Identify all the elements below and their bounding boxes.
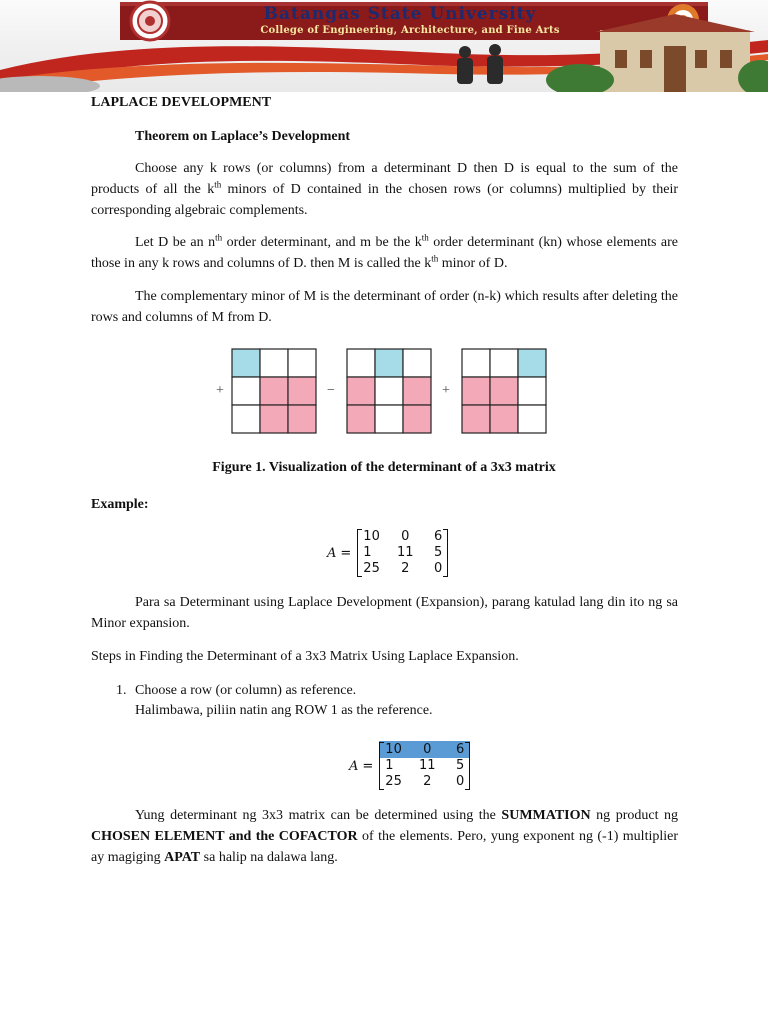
grid-cell [518, 405, 546, 433]
grid-cell [232, 349, 260, 377]
grid-cell [288, 349, 316, 377]
determinant-visualization [200, 345, 560, 441]
plus-sign-2: + [442, 383, 450, 398]
grid-cell [260, 349, 288, 377]
grid-cell [288, 377, 316, 405]
steps-title: Steps in Finding the Determinant of a 3x3 Matrix Using Laplace Expansion. [91, 649, 519, 664]
matrix-cell: 11 [397, 545, 414, 560]
matrix-label: A [327, 545, 337, 561]
matrix-cell: 0 [434, 561, 443, 576]
step-1-example: Halimbawa, piliin natin ang ROW 1 as the reference. [135, 703, 433, 718]
matrix-cell: 25 [363, 561, 380, 576]
grid-cell [260, 405, 288, 433]
university-seal-icon [131, 2, 169, 40]
grid-cell [375, 405, 403, 433]
equals-sign: = [340, 545, 352, 561]
college-name: College of Engineering, Architecture, and Fine Arts [260, 25, 560, 36]
grid-cell [518, 377, 546, 405]
matrix-cell: 0 [456, 774, 465, 789]
theorem-title: Theorem on Laplace’s Development [135, 129, 351, 144]
university-name: Batangas State University [263, 4, 537, 24]
section-title: LAPLACE DEVELOPMENT [91, 95, 272, 110]
matrix-cell: 6 [456, 742, 465, 757]
laplace-note-paragraph: Para sa Determinant using Laplace Development (Expansion), parang katulad lang din ito ng sa Minor expansion. [91, 595, 678, 631]
grid-cell [490, 377, 518, 405]
matrix-grid [357, 528, 448, 578]
matrix-cell: 1 [385, 758, 394, 773]
grid-cell [462, 377, 490, 405]
grid-cell [260, 377, 288, 405]
grid-cell [403, 405, 431, 433]
matrix-cell: 2 [423, 774, 432, 789]
matrix-cell: 5 [434, 545, 443, 560]
grid-cell [375, 377, 403, 405]
grid-cell [462, 349, 490, 377]
matrix-cell: 10 [363, 529, 380, 544]
plus-sign-1: + [216, 383, 224, 398]
matrix-label: A [349, 758, 359, 774]
matrix-cell: 0 [401, 529, 410, 544]
figure-caption: Figure 1. Visualization of the determinant of a 3x3 matrix [212, 460, 556, 475]
equals-sign: = [362, 758, 374, 774]
matrix-cell: 0 [423, 742, 432, 757]
matrix-cell: 1 [363, 545, 372, 560]
grid-cell [490, 349, 518, 377]
matrix-a [327, 528, 448, 578]
definition-paragraph: Let D be an $n^{th}$ order determinant, and m be the $k^{th}$ order determinant (kn) whose elements are those in any k rows and columns of D. then M is called the $k^{th}$ minor of D. [91, 232, 678, 271]
grid-cell [490, 405, 518, 433]
header-banner [0, 0, 768, 92]
grid-cell [347, 405, 375, 433]
complementary-minor-paragraph: The complementary minor of M is the determinant of order (n-k) which results after deleting the rows and columns of M from D. [91, 289, 678, 325]
matrix-grid [379, 741, 470, 791]
grid-cell [375, 349, 403, 377]
step-1-number: 1. [116, 683, 127, 698]
matrix-cell: 6 [434, 529, 443, 544]
step-1-text: Choose a row (or column) as reference. [135, 683, 357, 698]
grid-cell [347, 349, 375, 377]
grid-cell [232, 405, 260, 433]
grid-cell [462, 405, 490, 433]
grid-cell [232, 377, 260, 405]
theorem-paragraph: Choose any k rows (or columns) from a determinant D then D is equal to the sum of the products of all the $k^{th}$ minors of D contained in the chosen rows (or columns) multiplied by their corresponding algebraic complements. [91, 161, 678, 218]
grid-cell [403, 349, 431, 377]
matrix-cell: 2 [401, 561, 410, 576]
example-label: Example: [91, 497, 149, 512]
grid-cell [403, 377, 431, 405]
matrix-cell: 10 [385, 742, 402, 757]
matrix-a-row1-highlighted [349, 741, 470, 791]
grid-cell [288, 405, 316, 433]
grid-cell [347, 377, 375, 405]
matrix-cell: 5 [456, 758, 465, 773]
matrix-cell: 25 [385, 774, 402, 789]
matrix-cell: 11 [419, 758, 436, 773]
minus-sign: − [327, 383, 335, 398]
summation-paragraph: Yung determinant ng 3x3 matrix can be determined using the SUMMATION ng product ng CHOSEN ELEMENT and the COFACTOR of the elements. Pero, yung exponent ng (-1) multiplier ay magiging APAT sa halip na dalawa lang. [91, 808, 678, 865]
grid-cell [518, 349, 546, 377]
determinant-grids [200, 345, 560, 441]
